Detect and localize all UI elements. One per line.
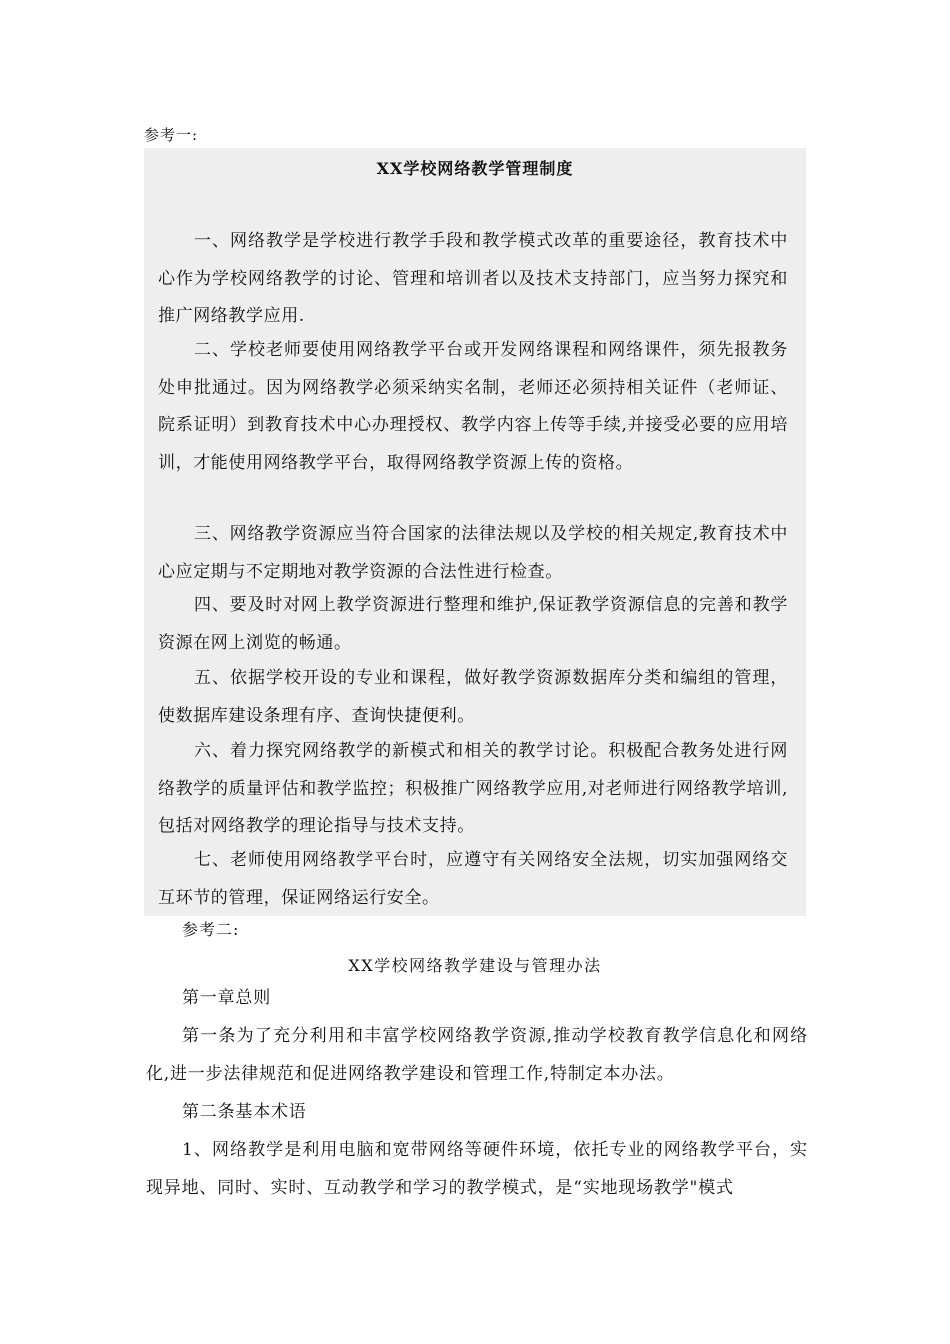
term-item-1-paragraph: 1、网络教学是利用电脑和宽带网络等硬件环境，依托专业的网络教学平台，实现异地、同时、实时、互动教学和学习的教学模式，是“实地现场教学"模式 [146, 1140, 808, 1198]
rule-paragraph-2: 二、学校老师要使用网络教学平台或开发网络课程和网络课件，须先报教务处申批通过。因为网络教学必须采纳实名制，老师还必须持相关证件（老师证、院系证明）到教育技术中心办理授权、教学内容上传等手续,并接受必要的应用培训，才能使用网络教学平台，取得网络教学资源上传的资格。 [158, 340, 788, 473]
reference-two-title: XX学校网络教学建设与管理办法 [348, 956, 602, 975]
reference-two-label: 参考二: [182, 920, 240, 939]
chapter-heading: 第一章总则 [182, 988, 271, 1008]
rule-paragraph-4: 四、要及时对网上教学资源进行整理和维护,保证教学资源信息的完善和教学资源在网上浏览的畅通。 [158, 595, 788, 653]
article-1-paragraph: 第一条为了充分利用和丰富学校网络教学资源,推动学校教育教学信息化和网络化,进一步法律规范和促进网络教学建设和管理工作,特制定本办法。 [146, 1026, 808, 1084]
rule-paragraph-1: 一、网络教学是学校进行教学手段和教学模式改革的重要途径，教育技术中心作为学校网络教学的讨论、管理和培训者以及技术支持部门，应当努力探究和推广网络教学应用. [158, 231, 788, 326]
rule-paragraph-3: 三、网络教学资源应当符合国家的法律法规以及学校的相关规定,教育技术中心应定期与不定期地对教学资源的合法性进行检查。 [158, 524, 788, 582]
reference-one-title: XX学校网络教学管理制度 [376, 159, 574, 178]
rule-paragraph-7: 七、老师使用网络教学平台时，应遵守有关网络安全法规，切实加强网络交互环节的管理，保证网络运行安全。 [158, 850, 788, 908]
reference-one-label: 参考一: [144, 126, 199, 144]
rule-paragraph-6: 六、着力探究网络教学的新模式和相关的教学讨论。积极配合教务处进行网络教学的质量评估和教学监控；积极推广网络教学应用,对老师进行网络教学培训,包括对网络教学的理论指导与技术支持。 [158, 741, 788, 836]
rule-paragraph-5: 五、依据学校开设的专业和课程，做好教学资源数据库分类和编组的管理，使数据库建设条理有序、查询快捷便利。 [158, 668, 788, 726]
article-2-heading: 第二条基本术语 [182, 1102, 307, 1122]
